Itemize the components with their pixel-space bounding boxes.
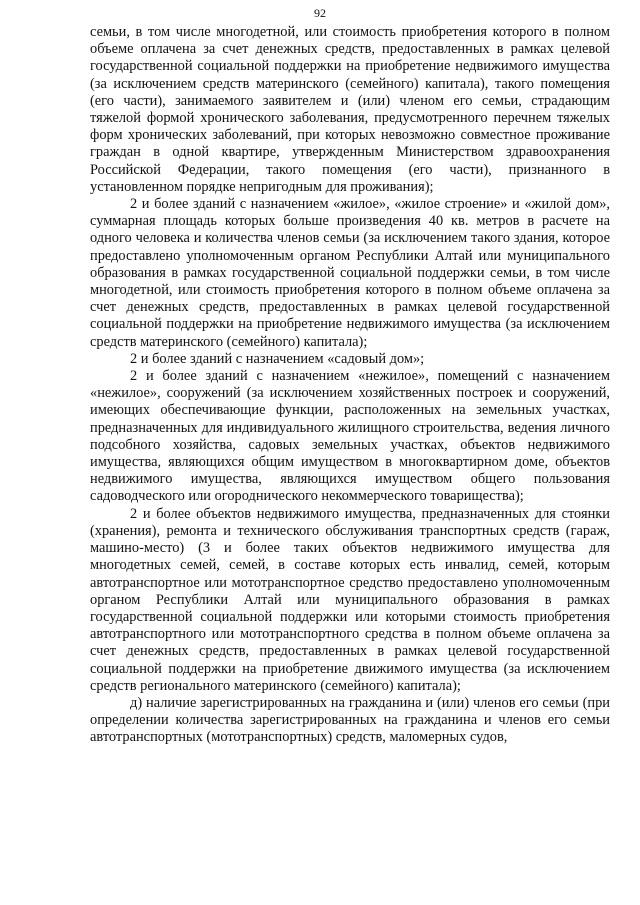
paragraph: 2 и более зданий с назначением «нежилое», помещений с назначением «нежилое», сооружений (за исключением хозяйственных построек и сооружений, имеющих обеспечивающие функции, расположенных на земельных участках, предназначенных для индивидуального жилищного строительства, ведения личного подсобного хозяйства, садовых земельных участках, объектов недвижимого имущества, являющихся общим имуществом в многоквартирном доме, объектов недвижимого имущества, являющихся имуществом общего пользования садоводческого или огороднического некоммерческого товарищества);	[90, 368, 610, 505]
page-number: 92	[314, 6, 326, 20]
paragraph: д) наличие зарегистрированных на гражданина и (или) членов его семьи (при определении количества зарегистрированных на гражданина и членов его семьи автотранспортных (мототранспортных) средств, маломерных судов,	[90, 694, 610, 746]
paragraph: 2 и более зданий с назначением «жилое», «жилое строение» и «жилой дом», суммарная площадь которых больше произведения 40 кв. метров в расчете на одного человека и количества членов семьи (за исключением такого здания, которое предоставлено уполномоченным органом Республики Алтай или муниципального образования в рамках государственной социальной поддержки семьи, в том числе многодетной, или стоимость приобретения которого в полном объеме оплачена за счет денежных средств, предоставленных в рамках целевой государственной социальной поддержки на приобретение недвижимого имущества (за исключением средств материнского (семейного) капитала);	[90, 196, 610, 350]
document-body	[90, 24, 610, 747]
paragraph: 2 и более зданий с назначением «садовый дом»;	[130, 350, 425, 367]
paragraph: 2 и более объектов недвижимого имущества, предназначенных для стоянки (хранения), ремонта и технического обслуживания транспортных средств (гараж, машино-место) (3 и более таких объектов недвижимого имущества для многодетных семей, семей, в составе которых есть инвалид, семей, которым автотранспортное или мототранспортное средство предоставлено уполномоченным органом Республики Алтай или муниципального образования в рамках государственной социальной поддержки или которыми стоимость приобретения автотранспортного или мототранспортного средства в полном объеме оплачена за счет денежных средств, предоставленных в рамках целевой государственной социальной поддержки на приобретение движимого имущества (за исключением средств регионального материнского (семейного) капитала);	[90, 505, 610, 694]
paragraph: семьи, в том числе многодетной, или стоимость приобретения которого в полном объеме оплачена за счет денежных средств, предоставленных в рамках целевой государственной социальной поддержки на приобретение недвижимого имущества (за исключением средств материнского (семейного) капитала), такого помещения (его части), занимаемого заявителем и (или) членом его семьи, страдающим тяжелой формой хронического заболевания, предусмотренного перечнем тяжелых форм хронических заболеваний, при которых невозможно совместное проживание граждан в одной квартире, утвержденным Министерством здравоохранения Российской Федерации, такого помещения (его части), признанного в установленном порядке непригодным для проживания);	[90, 24, 610, 195]
